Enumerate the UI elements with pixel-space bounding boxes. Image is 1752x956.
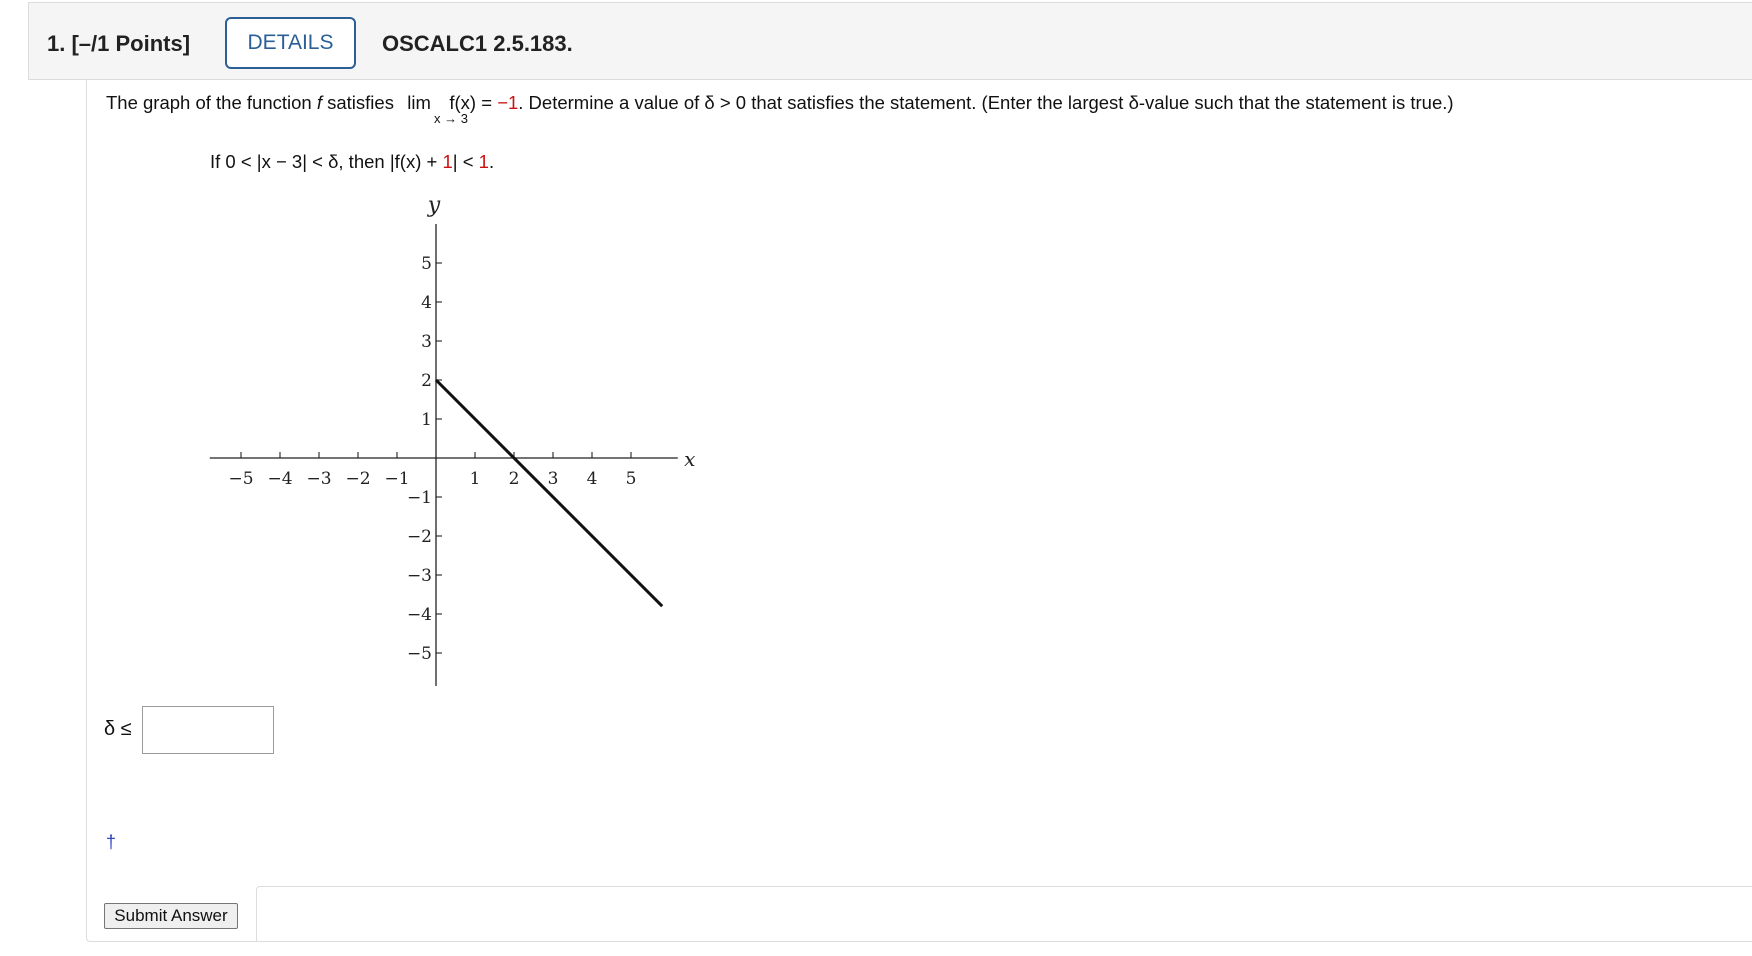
question-prompt	[106, 92, 1454, 114]
x-tick-label: 4	[586, 469, 598, 489]
statement-epsilon-value: 1	[478, 151, 489, 172]
x-tick-label: −5	[228, 469, 254, 489]
delta-label: δ ≤	[104, 718, 132, 740]
y-tick-label: −3	[406, 566, 432, 586]
x-tick-label: 5	[625, 469, 637, 489]
dagger-footnote-link[interactable]: †	[106, 832, 117, 852]
statement-text-1: If 0 < |x − 3| < δ, then |	[210, 151, 395, 172]
x-axis-label: x	[684, 447, 696, 471]
x-tick-label: 2	[508, 469, 520, 489]
prompt-text-3: . Determine a value of δ > 0 that satisfies the statement. (Enter the largest δ-value such that the statement is true.)	[518, 92, 1454, 113]
y-tick-label: 4	[421, 293, 432, 313]
function-graph	[200, 196, 700, 686]
limit-subscript: x → 3	[434, 111, 468, 126]
statement-plus: +	[421, 151, 443, 172]
x-tick-label: −2	[345, 469, 371, 489]
statement-fx: f(x)	[394, 151, 422, 172]
statement-value-1: 1	[442, 151, 453, 172]
x-tick-label: −4	[267, 469, 293, 489]
x-tick-label: 1	[469, 469, 481, 489]
statement-end: .	[488, 151, 495, 172]
y-tick-label: 1	[421, 410, 432, 430]
question-id: OSCALC1 2.5.183.	[382, 31, 573, 56]
y-axis-label: y	[427, 196, 441, 218]
question-number: 1.	[47, 31, 66, 56]
x-tick-label: −1	[384, 469, 410, 489]
y-tick-label: −5	[406, 644, 432, 664]
limit-expression: f(x)	[449, 92, 477, 113]
question-points: [–/1 Points]	[71, 31, 191, 56]
prompt-text-1: The graph of the function	[106, 92, 317, 113]
question-number-points	[47, 31, 190, 57]
epsilon-delta-statement	[210, 151, 494, 173]
y-tick-label: −1	[406, 488, 432, 508]
y-tick-label: −2	[406, 527, 432, 547]
details-button[interactable]: DETAILS	[225, 17, 356, 69]
x-tick-label: −3	[306, 469, 332, 489]
prompt-equals: =	[476, 92, 498, 113]
y-tick-label: −4	[406, 605, 432, 625]
y-tick-label: 5	[421, 254, 432, 274]
limit-operator: lim	[407, 92, 431, 113]
answer-footer-panel	[256, 886, 1752, 942]
x-tick-label: 3	[547, 469, 559, 489]
y-tick-label: 3	[421, 332, 432, 352]
delta-answer-input[interactable]	[142, 706, 274, 754]
limit-value: −1	[497, 92, 519, 113]
function-line	[436, 380, 662, 606]
y-tick-label: 2	[421, 371, 432, 391]
prompt-function-name: f	[316, 92, 322, 113]
submit-answer-button[interactable]: Submit Answer	[104, 903, 238, 929]
statement-lt: | <	[452, 151, 479, 172]
question-header	[28, 2, 1752, 80]
prompt-text-2: satisfies	[321, 92, 400, 113]
